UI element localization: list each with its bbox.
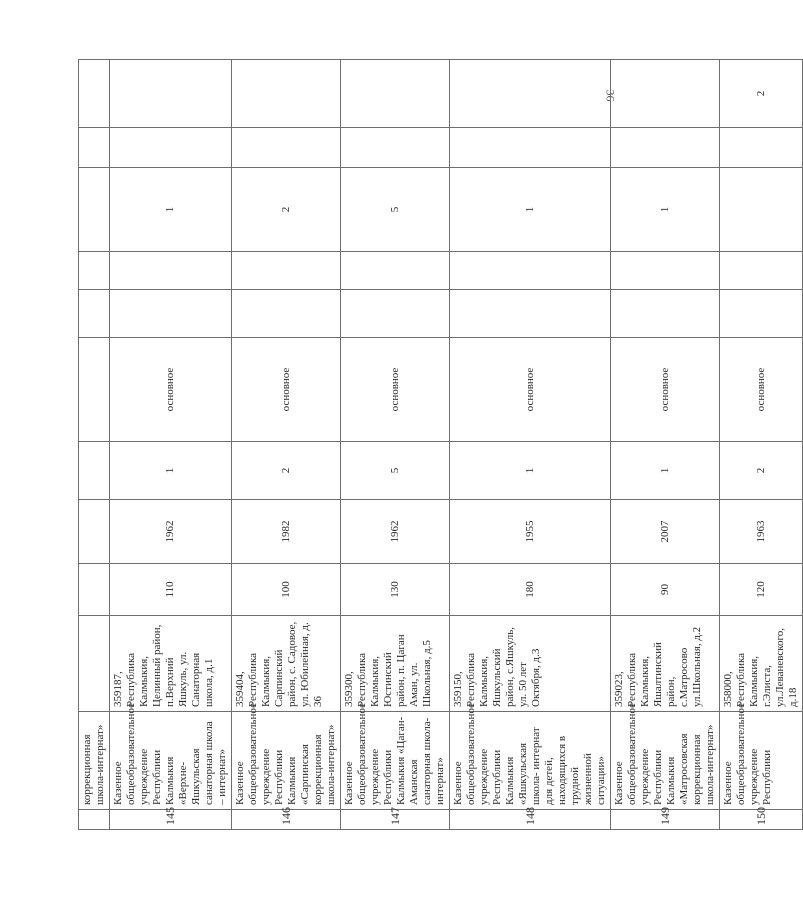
count: 2	[232, 168, 341, 252]
institution-name: Казенное общеобразовательное учреждение Республики	[720, 712, 803, 810]
institution-address: 359404, Республика Калмыкия, Сарпинский район, с. Садовое, ул. Юбилейная, д. 36	[232, 616, 341, 712]
year: 2007	[611, 500, 720, 564]
empty-cell	[611, 290, 720, 338]
row-number: 147	[341, 810, 450, 830]
institution-name: Казенное общеобразовательное учреждение Республики Калмыкия «Яшкульская школа- интернат для детей, находящихся в трудной жизненной ситуации»	[450, 712, 611, 810]
row-number: 148	[450, 810, 611, 830]
capacity: 90	[611, 564, 720, 616]
capacity: 100	[232, 564, 341, 616]
extra-count: 2	[720, 60, 803, 128]
empty-cell	[450, 290, 611, 338]
empty-cell	[450, 128, 611, 168]
empty-cell	[341, 252, 450, 290]
empty-cell	[110, 128, 232, 168]
year: 1982	[232, 500, 341, 564]
row-number: 149	[611, 810, 720, 830]
count	[720, 168, 803, 252]
capacity: 110	[110, 564, 232, 616]
facilities-table	[78, 59, 803, 830]
building-type: основное	[341, 338, 450, 442]
extra-count	[611, 60, 720, 128]
table-container	[78, 60, 799, 830]
count: 1	[110, 168, 232, 252]
table-row-fragment	[79, 60, 110, 830]
building-type: основное	[110, 338, 232, 442]
rotated-table	[78, 60, 799, 830]
table-row	[450, 60, 611, 830]
institution-address: 359023, Республика Калмыкия, Яшалтинский район, с.Матросово ул.Школьная, д.2	[611, 616, 720, 712]
empty-cell	[110, 252, 232, 290]
institution-name: Казенное общеобразовательное учреждение Республики Калмыкия «Матросовская коррекционная школа-интернат»	[611, 712, 720, 810]
row-number: 146	[232, 810, 341, 830]
count: 1	[450, 168, 611, 252]
institution-name: Казенное общеобразовательное учреждение Республики Калмыкия «Цаган-Аманская санаторная школа-интернат»	[341, 712, 450, 810]
empty-cell	[232, 252, 341, 290]
year: 1962	[110, 500, 232, 564]
buildings: 2	[720, 442, 803, 500]
institution-address: 358000, Республика Калмыкия, г.Элиста, ул.Леваневского, д.18	[720, 616, 803, 712]
empty-cell	[341, 128, 450, 168]
empty-cell	[341, 290, 450, 338]
extra-count	[450, 60, 611, 128]
table-row	[341, 60, 450, 830]
extra-count	[341, 60, 450, 128]
empty-cell	[720, 290, 803, 338]
capacity: 130	[341, 564, 450, 616]
table-row	[110, 60, 232, 830]
table-row	[232, 60, 341, 830]
extra-count	[232, 60, 341, 128]
building-type: основное	[611, 338, 720, 442]
building-type: основное	[450, 338, 611, 442]
year: 1962	[341, 500, 450, 564]
capacity: 120	[720, 564, 803, 616]
building-type: основное	[232, 338, 341, 442]
buildings: 2	[232, 442, 341, 500]
buildings: 1	[611, 442, 720, 500]
extra-count	[110, 60, 232, 128]
empty-cell	[611, 128, 720, 168]
empty-cell	[232, 128, 341, 168]
empty-cell	[720, 252, 803, 290]
buildings: 5	[341, 442, 450, 500]
count: 1	[611, 168, 720, 252]
name-fragment: коррекционная школа-интернат»	[79, 712, 110, 810]
row-number: 150	[720, 810, 803, 830]
institution-address: 359150, Республика Калмыкия, Яшкульский район, с.Яшкуль, ул. 50 лет Октября, д.3	[450, 616, 611, 712]
empty-cell	[611, 252, 720, 290]
table-row	[720, 60, 803, 830]
capacity: 180	[450, 564, 611, 616]
building-type: основное	[720, 338, 803, 442]
year: 1963	[720, 500, 803, 564]
institution-address: 359187, Республика Калмыкия, Целинный район, п.Верхний Яшкуль, ул. Санаторная школа, д.1	[110, 616, 232, 712]
table-row	[611, 60, 720, 830]
empty-cell	[720, 128, 803, 168]
row-number: 145	[110, 810, 232, 830]
empty-cell	[450, 252, 611, 290]
institution-name: Казенное общеобразовательное учреждение Республики Калмыкия «Верхне-Яшкульская санаторная школа – интернат»	[110, 712, 232, 810]
institution-address: 359300, Республика Калмыкия, Юстинский район, п. Цаган Аман, ул. Школьная, д.5	[341, 616, 450, 712]
buildings: 1	[110, 442, 232, 500]
year: 1955	[450, 500, 611, 564]
empty-cell	[110, 290, 232, 338]
count: 5	[341, 168, 450, 252]
page-number: 36	[603, 89, 618, 102]
buildings: 1	[450, 442, 611, 500]
institution-name: Казенное общеобразовательное учреждение Республики Калмыкия «Сарпинская коррекционная школа-интернат»	[232, 712, 341, 810]
empty-cell	[232, 290, 341, 338]
